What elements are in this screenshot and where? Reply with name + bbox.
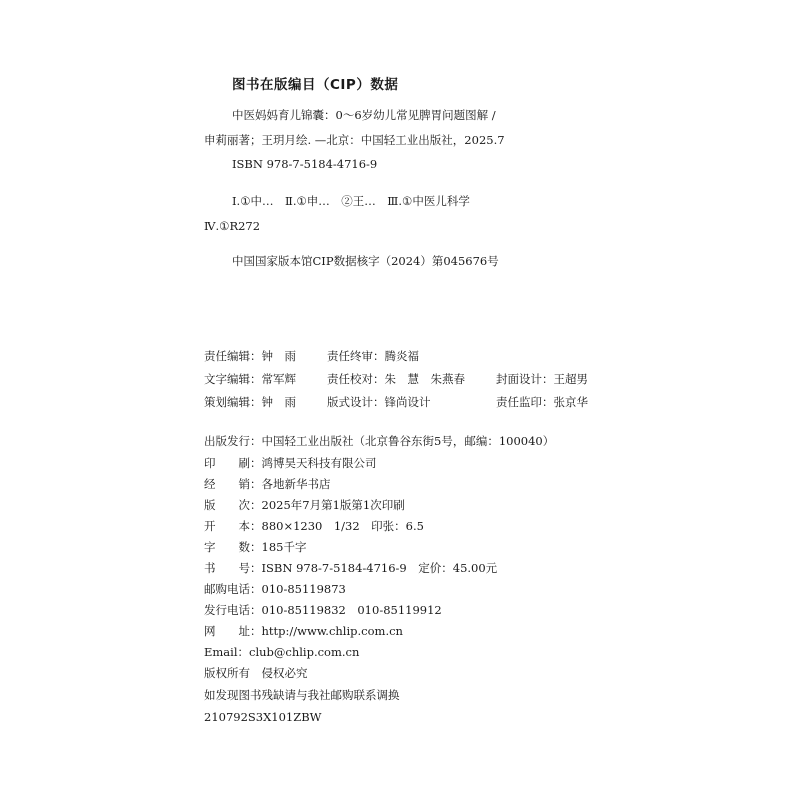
staff-cover-designer: 封面设计：王超男 [496, 372, 588, 386]
defect-exchange-notice: 如发现图书残缺请与我社邮购联系调换 [204, 688, 400, 702]
distributor-info: 经 销：各地新华书店 [204, 477, 331, 491]
format-info: 开 本：880×1230 1/32 印张：6.5 [204, 519, 424, 533]
cip-isbn: ISBN 978-7-5184-4716-9 [232, 157, 378, 171]
website-info: 网 址：http://www.chlip.com.cn [204, 624, 403, 638]
sales-phone: 发行电话：010-85119832 010-85119912 [204, 603, 442, 617]
cip-title-line-2: 申莉丽著；王玥月绘. —北京：中国轻工业出版社，2025.7 [204, 133, 505, 147]
copyright-notice: 版权所有 侵权必究 [204, 666, 308, 680]
staff-responsible-editor: 责任编辑：钟 雨 [204, 349, 296, 363]
staff-planning-editor: 策划编辑：钟 雨 [204, 395, 296, 409]
mail-order-phone: 邮购电话：010-85119873 [204, 582, 346, 596]
cip-record-number: 中国国家版本馆CIP数据核字（2024）第045676号 [232, 254, 499, 268]
printer-info: 印 刷：鸿博昊天科技有限公司 [204, 456, 377, 470]
email-info: Email：club@chlip.com.cn [204, 645, 360, 659]
cip-classification-line-2: Ⅳ.①R272 [204, 219, 261, 233]
staff-proofreader: 责任校对：朱 慧 朱燕春 [327, 372, 465, 386]
edition-info: 版 次：2025年7月第1版第1次印刷 [204, 498, 405, 512]
publisher-info: 出版发行：中国轻工业出版社（北京鲁谷东街5号，邮编：100040） [204, 434, 555, 448]
staff-layout-designer: 版式设计：锋尚设计 [327, 395, 431, 409]
staff-final-reviewer: 责任终审：腾炎福 [327, 349, 419, 363]
cip-title-line-1: 中医妈妈育儿锦囊：0～6岁幼儿常见脾胃问题图解 / [232, 108, 496, 122]
word-count-info: 字 数：185千字 [204, 540, 307, 554]
staff-text-editor: 文字编辑：常军辉 [204, 372, 296, 386]
staff-print-supervisor: 责任监印：张京华 [496, 395, 588, 409]
print-code: 210792S3X101ZBW [204, 710, 322, 724]
cip-classification-line-1: Ⅰ.①中… Ⅱ.①申… ②王… Ⅲ.①中医儿科学 [232, 194, 470, 208]
isbn-price-info: 书 号：ISBN 978-7-5184-4716-9 定价：45.00元 [204, 561, 498, 575]
cip-heading: 图书在版编目（CIP）数据 [232, 77, 399, 93]
